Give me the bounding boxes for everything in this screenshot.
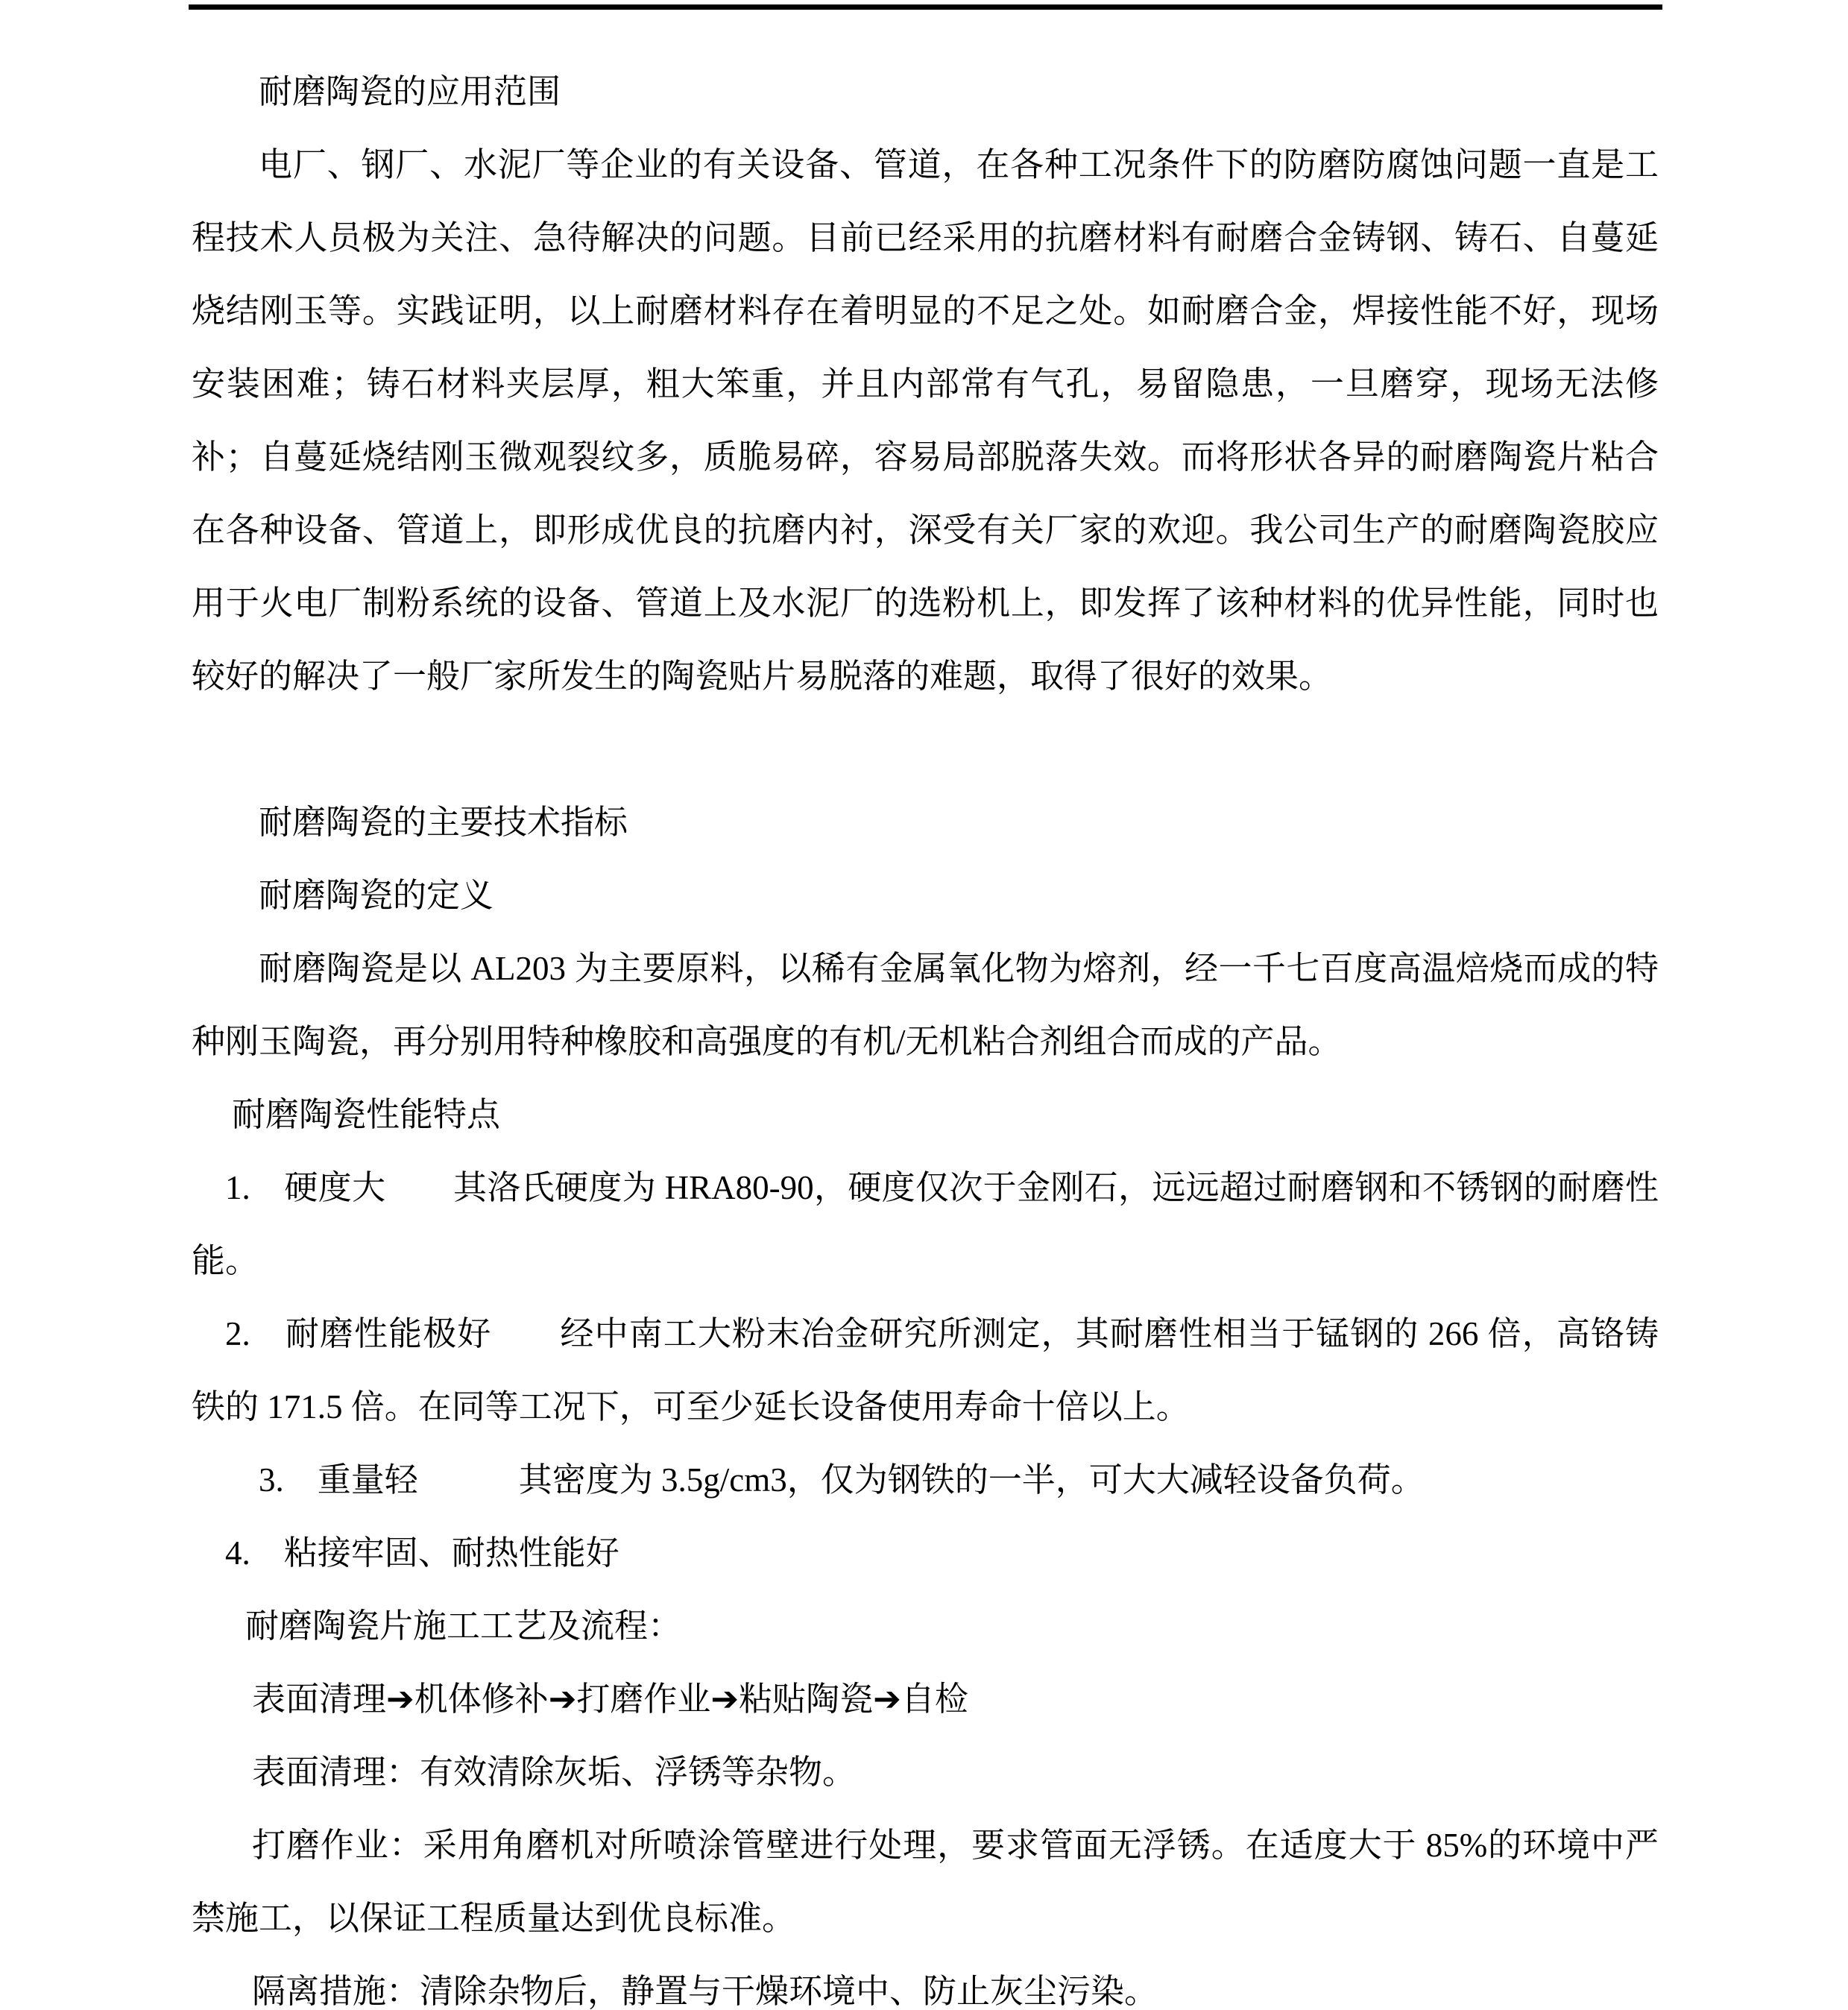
paragraph-definition: 耐磨陶瓷是以 AL203 为主要原料，以稀有金属氧化物为熔剂，经一千七百度高温焙烧而成的特种刚玉陶瓷，再分别用特种橡胶和高强度的有机/无机粘合剂组合而成的产品。 [192,950,1659,1060]
header-border-rule [189,4,1662,10]
line-isolation: 隔离措施：清除杂物后，静置与干燥环境中、防止灰尘污染。 [252,1973,1158,2010]
paragraph-application: 电厂、钢厂、水泥厂等企业的有关设备、管道，在各种工况条件下的防磨防腐蚀问题一直是工程技术人员极为关注、急待解决的问题。目前已经采用的抗磨材料有耐磨合金铸钢、铸石、自蔓延烧结刚玉等。实践证明，以上耐磨材料存在着明显的不足之处。如耐磨合金，焊接性能不好，现场安装困难；铸石材料夹层厚，粗大笨重，并且内部常有气孔，易留隐患，一旦磨穿，现场无法修补；自蔓延烧结刚玉微观裂纹多，质脆易碎，容易局部脱落失效。而将形状各异的耐磨陶瓷片粘合在各种设备、管道上，即形成优良的抗磨内衬，深受有关厂家的欢迎。我公司生产的耐磨陶瓷胶应用于火电厂制粉系统的设备、管道上及水泥厂的选粉机上，即发挥了该种材料的优异性能，同时也较好的解决了一般厂家所发生的陶瓷贴片易脱落的难题，取得了很好的效果。 [192,146,1659,695]
document-content [192,55,1659,2010]
heading-application-scope: 耐磨陶瓷的应用范围 [259,73,561,110]
list-item-hardness: 1. 硬度大 其洛氏硬度为 HRA80-90，硬度仅次于金刚石，远远超过耐磨钢和不锈钢的耐磨性能。 [192,1169,1659,1279]
heading-tech-specs: 耐磨陶瓷的主要技术指标 [259,804,628,841]
list-item-light-weight: 3. 重量轻 其密度为 3.5g/cm3，仅为钢铁的一半，可大大减轻设备负荷。 [259,1461,1425,1499]
paragraph-grinding: 打磨作业：采用角磨机对所喷涂管壁进行处理，要求管面无浮锈。在适度大于 85%的环境中严禁施工，以保证工程质量达到优良标准。 [192,1827,1659,1937]
line-surface-cleaning: 表面清理：有效清除灰垢、浮锈等杂物。 [252,1754,857,1791]
list-item-wear-resistance: 2. 耐磨性能极好 经中南工大粉末冶金研究所测定，其耐磨性相当于锰钢的 266 倍，高铬铸铁的 171.5 倍。在同等工况下，可至少延长设备使用寿命十倍以上。 [192,1315,1659,1425]
heading-definition: 耐磨陶瓷的定义 [259,877,494,914]
heading-performance: 耐磨陶瓷性能特点 [232,1096,501,1133]
heading-process: 耐磨陶瓷片施工工艺及流程： [245,1607,682,1645]
process-flow-line: 表面清理➔机体修补➔打磨作业➔粘贴陶瓷➔自检 [252,1680,968,1718]
list-item-bonding: 4. 粘接牢固、耐热性能好 [225,1534,619,1572]
blank-line [192,713,1659,786]
